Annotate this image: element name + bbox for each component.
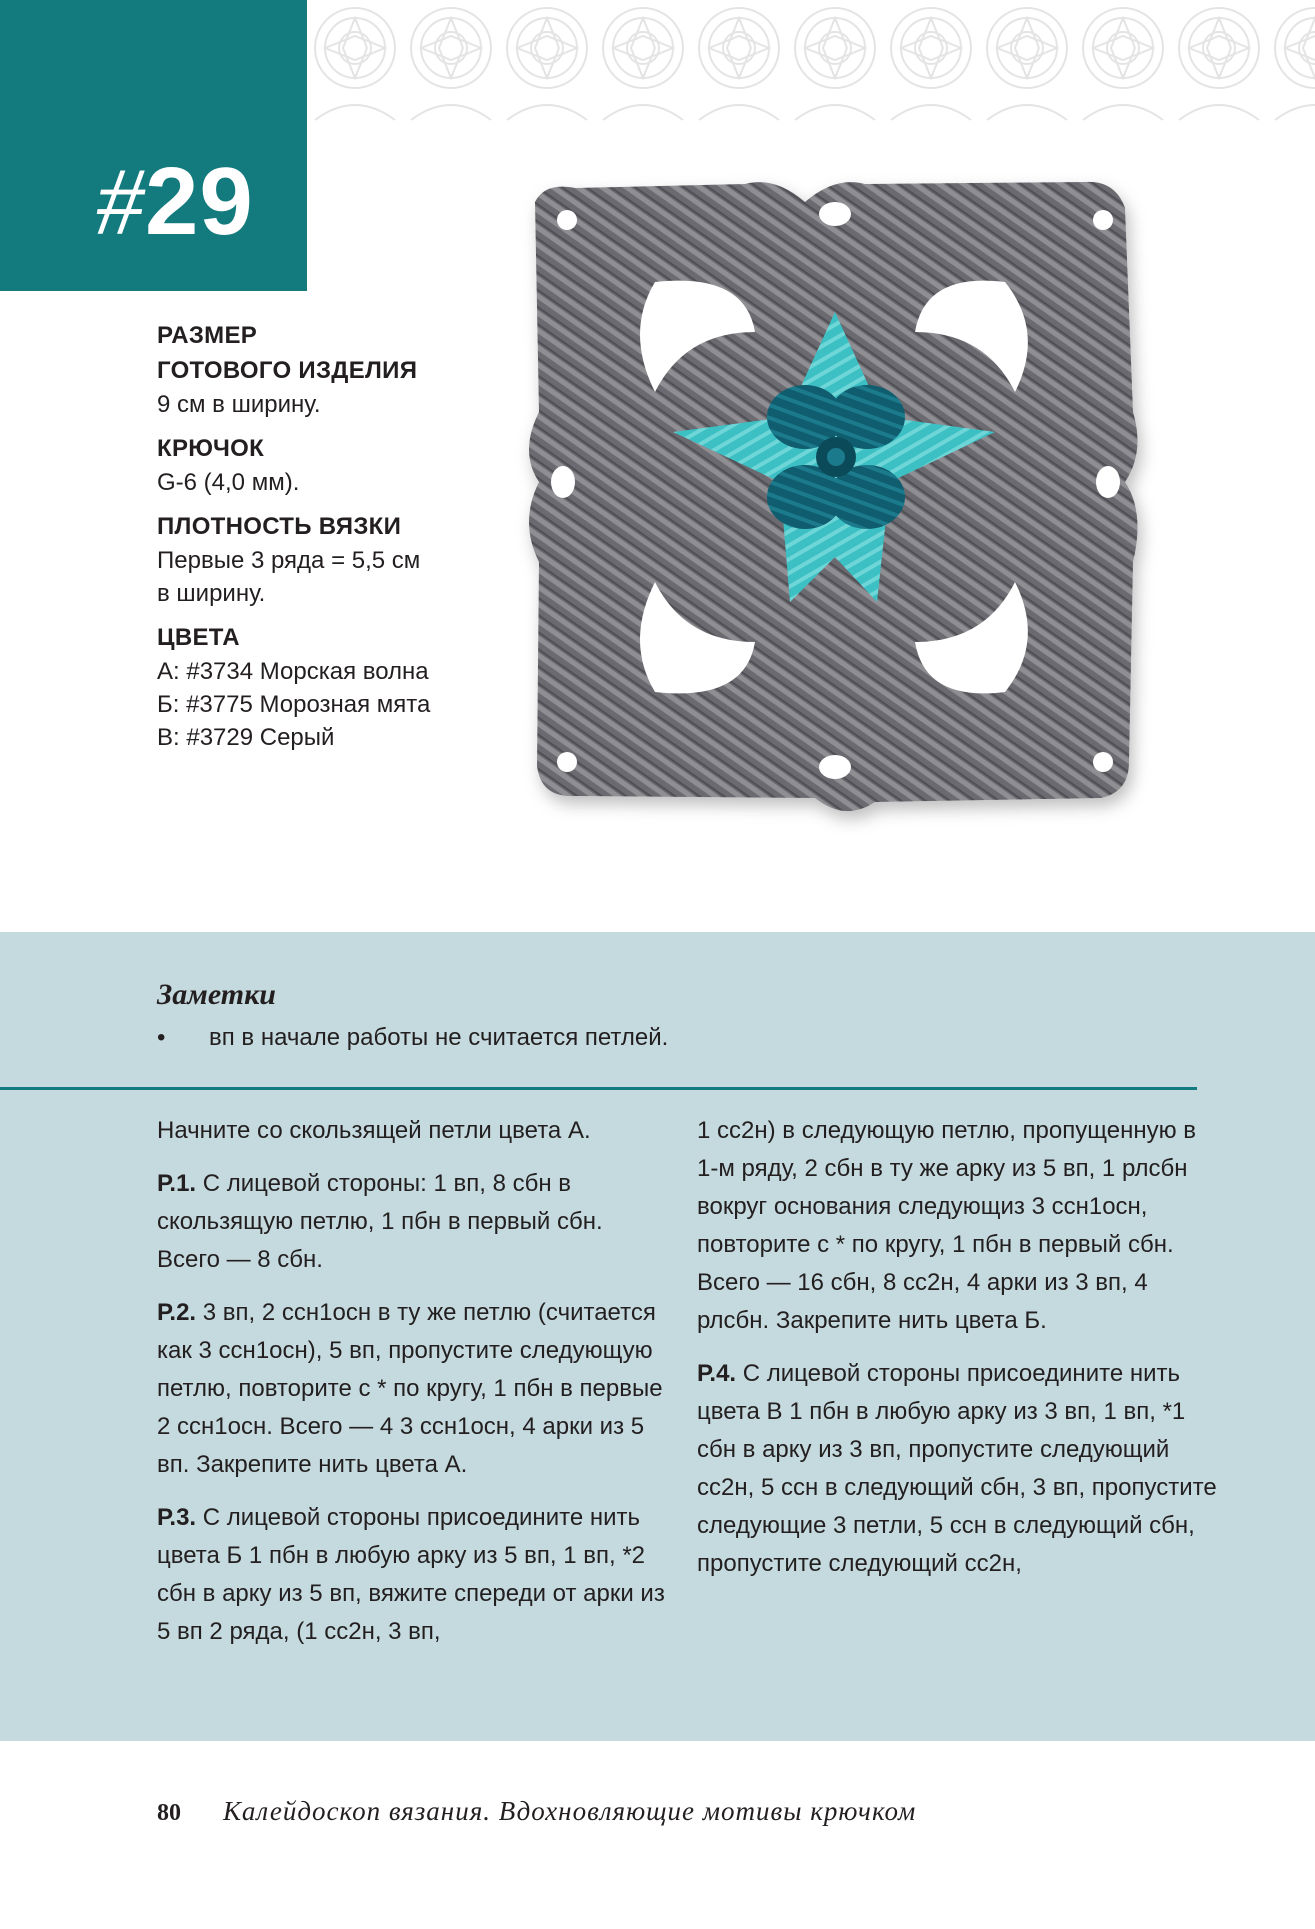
ornament-pattern-icon <box>307 0 1315 128</box>
spec-size <box>157 318 487 421</box>
instruction-paragraph <box>157 1165 667 1279</box>
spec-value: Первые 3 ряда = 5,5 см <box>157 547 421 574</box>
spec-hook <box>157 431 487 499</box>
instruction-text: С лицевой стороны: 1 вп, 8 сбн в скользящую петлю, 1 пбн в первый сбн. Всего — 8 сбн. <box>157 1170 603 1273</box>
notes-list-item <box>157 1024 668 1052</box>
spec-heading: ПЛОТНОСТЬ ВЯЗКИ <box>157 513 402 540</box>
instruction-text: Начните со скользящей петли цвета А. <box>157 1117 591 1144</box>
notes-title: Заметки <box>157 978 276 1011</box>
page-number: 80 <box>157 1800 181 1826</box>
pattern-number <box>96 148 254 255</box>
instruction-paragraph <box>697 1112 1217 1340</box>
spec-heading: ЦВЕТА <box>157 624 240 651</box>
notes-item-text: вп в начале работы не считается петлей. <box>209 1024 669 1051</box>
row-label: Р.2. <box>157 1299 197 1326</box>
instruction-text: 1 сс2н) в следующую петлю, пропущенную в 1-м ряду, 2 сбн в ту же арку из 5 вп, 1 рлсбн вокруг основания следующиз 3 ссн1осн, повторите с * по кругу, 1 пбн в первый сбн. Всего — 16 сбн, 8 сс2н, 4 арки из 3 вп, 4 рлсбн. Закрепите нить цвета Б. <box>697 1117 1196 1334</box>
crochet-granny-square-icon <box>505 162 1185 882</box>
spec-heading: РАЗМЕР <box>157 322 258 349</box>
bullet-icon: • <box>157 1024 166 1051</box>
row-label: Р.4. <box>697 1360 737 1387</box>
instruction-paragraph <box>157 1499 667 1651</box>
spec-heading: КРЮЧОК <box>157 435 265 462</box>
instruction-paragraph <box>697 1355 1217 1583</box>
spec-value: Б: #3775 Морозная мята <box>157 691 431 718</box>
specifications-block <box>157 318 487 764</box>
ornament-pattern-band <box>307 0 1315 128</box>
spec-gauge <box>157 509 487 610</box>
instructions-left-column <box>157 1112 667 1666</box>
spec-value: 9 см в ширину. <box>157 391 321 418</box>
book-title: Калейдоскоп вязания. Вдохновляющие мотивы крючком <box>223 1796 917 1826</box>
pattern-number-value: 29 <box>145 148 254 255</box>
page-footer <box>157 1796 916 1827</box>
crochet-square-photo <box>505 162 1185 882</box>
pattern-number-hash: # <box>96 148 145 255</box>
instructions-right-column <box>697 1112 1217 1598</box>
instruction-text: С лицевой стороны присоедините нить цвета Б 1 пбн в любую арку из 5 вп, 1 вп, *2 сбн в арку из 5 вп, вяжите спереди от арки из 5 вп 2 ряда, (1 сс2н, 3 вп, <box>157 1504 665 1645</box>
row-label: Р.3. <box>157 1504 197 1531</box>
spec-heading: ГОТОВОГО ИЗДЕЛИЯ <box>157 357 418 384</box>
spec-value: G-6 (4,0 мм). <box>157 469 300 496</box>
row-label: Р.1. <box>157 1170 197 1197</box>
spec-value: А: #3734 Морская волна <box>157 658 429 685</box>
spec-colors <box>157 620 487 754</box>
pattern-number-badge <box>0 0 307 291</box>
notes-divider <box>0 1087 1197 1090</box>
spec-value: в ширину. <box>157 580 266 607</box>
instruction-paragraph <box>157 1112 667 1150</box>
instruction-text: С лицевой стороны присоедините нить цвета В 1 пбн в любую арку из 3 вп, 1 вп, *1 сбн в арку из 3 вп, пропустите следующий сс2н, 5 ссн в следующий сбн, 3 вп, пропустите следующие 3 петли, 5 ссн в следующий сбн, пропустите следующий сс2н, <box>697 1360 1217 1577</box>
instruction-paragraph <box>157 1294 667 1484</box>
instruction-text: 3 вп, 2 ссн1осн в ту же петлю (считается как 3 ссн1осн), 5 вп, пропустите следующую петлю, повторите с * по кругу, 1 пбн в первые 2 ссн1осн. Всего — 4 3 ссн1осн, 4 арки из 5 вп. Закрепите нить цвета А. <box>157 1299 663 1478</box>
spec-value: В: #3729 Серый <box>157 724 335 751</box>
